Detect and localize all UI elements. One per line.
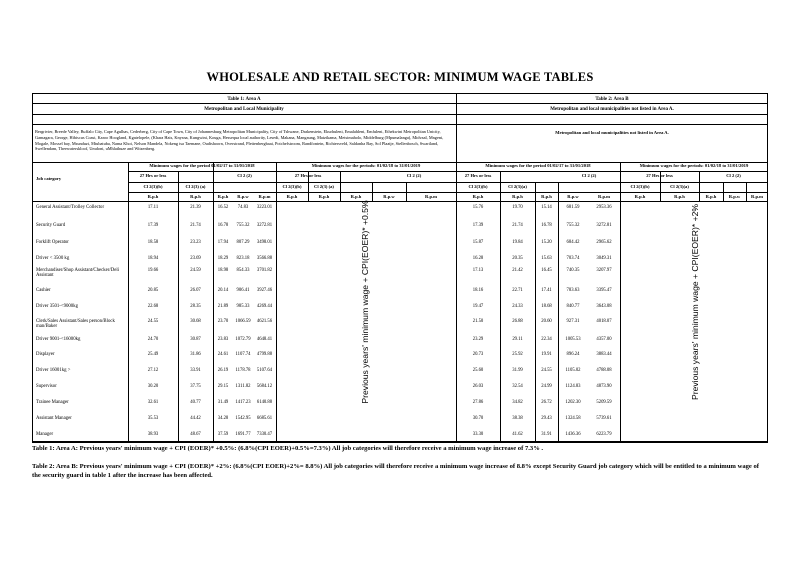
area-a-cell: 1107.74 xyxy=(235,352,251,357)
area-a-cell: 854.33 xyxy=(236,268,250,273)
area-b-cell: 19.70 xyxy=(512,205,523,210)
area-b-period1: Minimum wages for the period 01/02/17 to 31/01/2018 xyxy=(485,163,591,168)
cl22-header: Cl 2 (2) xyxy=(237,173,252,178)
unit-rph: R.p.h xyxy=(318,194,330,199)
area-b-cell: 3395.47 xyxy=(596,288,612,293)
unit-rph: R.p.h xyxy=(512,194,523,199)
area-a-cell: 48.67 xyxy=(190,432,201,437)
area-b-subcaption: Metropolitan and local municipalities not listed in Area A. xyxy=(550,107,674,112)
col-rule xyxy=(620,162,621,442)
area-a-cell: 1066.59 xyxy=(235,319,251,324)
area-a-cell: 985.33 xyxy=(236,304,250,309)
area-a-cell: 35.53 xyxy=(147,416,159,421)
area-a-cell: 1417.23 xyxy=(235,400,251,405)
job-category-label: Driver < 3500 kg xyxy=(36,256,70,261)
unit-rph: R.p.h xyxy=(705,194,717,199)
job-category-label: Driver 3501-<9000kg xyxy=(36,304,79,309)
area-a-cell: 3701.82 xyxy=(256,268,273,273)
area-a-cell: 44.42 xyxy=(190,416,201,421)
area-a-cell: 5107.64 xyxy=(256,368,273,373)
unit-rph: R.p.h xyxy=(674,194,685,199)
area-a-cell: 6140.88 xyxy=(256,400,273,405)
area-b-cell: 4873.90 xyxy=(596,384,612,389)
area-b-cell: 740.35 xyxy=(566,268,580,273)
cl22-header: Cl 2 (2) xyxy=(581,173,597,178)
area-b-cell: 840.77 xyxy=(566,304,580,309)
area-a-cell: 26.19 xyxy=(217,368,229,373)
area-b-cell: 17.39 xyxy=(472,223,484,228)
area-b-cell: 38.38 xyxy=(512,416,523,421)
area-a-cell: 16.52 xyxy=(217,205,229,210)
area-b-cell: 19.91 xyxy=(541,352,552,357)
area-b-cell: 3643.08 xyxy=(596,304,612,309)
area-b-cell: 24.55 xyxy=(541,368,552,373)
area-b-cell: 4018.07 xyxy=(596,319,612,324)
area-b-cell: 783.63 xyxy=(566,288,580,293)
unit-rph: R.p.h xyxy=(147,194,159,199)
area-a-cell: 20.14 xyxy=(217,288,229,293)
area-b-cell: 896.24 xyxy=(566,352,580,357)
area-a-cell: 30.87 xyxy=(190,337,201,342)
area-b-cell: 1436.36 xyxy=(565,432,581,437)
area-b-period2: Minimum wages for the periods: 01/02/18 to 31/01/2019 xyxy=(639,163,749,168)
area-a-cell: 1542.95 xyxy=(235,416,251,421)
unit-rpw: R.p.w xyxy=(237,194,249,199)
unit-rpw: R.p.w xyxy=(728,194,741,199)
area-a-cell: 755.32 xyxy=(236,223,250,228)
area-a-cell: 24.61 xyxy=(217,352,229,357)
area-b-cell: 25.92 xyxy=(512,352,523,357)
area-b-cell: 15.20 xyxy=(541,240,552,245)
unit-rph: R.p.h xyxy=(190,194,201,199)
unit-rph: R.p.h xyxy=(350,194,362,199)
rule xyxy=(128,192,456,193)
area-a-cell: 4799.88 xyxy=(256,352,273,357)
area-a-cell: 17.11 xyxy=(147,205,159,210)
footnote-area-b: Table 2: Area B: Previous years' minimum wage + CPI (EOER)* +2%: (6.8%(CPI EOER)+2%= 8.8%) All job categories will therefore receive a minimum wage increase of 8.8% except Security Guard job category which will be entitled to a minimum wage of the security guard in table 1 after the increase has been affected. xyxy=(32,463,759,479)
area-b-cell: 24.33 xyxy=(512,304,523,309)
area-a-cell: 23.70 xyxy=(217,319,229,324)
area-b-cell: 2965.62 xyxy=(596,240,612,245)
area-a-period2: Minimum wages for the periods: 01/02/18 to 31/01/2019 xyxy=(311,163,421,168)
rule xyxy=(32,201,456,202)
area-b-caption: Table 2: Area B xyxy=(595,97,629,102)
rule xyxy=(32,124,768,125)
area-b-cell: 3272.81 xyxy=(596,223,612,228)
cl23a-header: Cl 2(3)(a) xyxy=(508,184,527,189)
area-b-cell: 24.99 xyxy=(541,384,552,389)
area-b-cell: 4788.08 xyxy=(596,368,612,373)
cl23b-header: Cl 2(3)(b) xyxy=(630,184,650,189)
rule xyxy=(456,201,768,202)
area-a-cell: 3272.81 xyxy=(256,223,273,228)
unit-rpm: R.p.m xyxy=(751,194,763,199)
area-b-cell: 681.59 xyxy=(566,205,580,210)
area-b-cell: 18.68 xyxy=(541,304,552,309)
area-b-cell: 20.35 xyxy=(512,256,523,261)
unit-rpw: R.p.w xyxy=(383,194,395,199)
area-b-cell: 22.34 xyxy=(541,337,552,342)
area-a-rotated-note: Previous years' minimum wage + CPI(EOER)* +0.5% xyxy=(360,200,370,404)
area-a-cell: 1072.79 xyxy=(235,337,251,342)
area-a-cell: 33.91 xyxy=(190,368,201,373)
area-a-cell: 23.69 xyxy=(190,256,201,261)
area-b-cell: 26.03 xyxy=(472,384,484,389)
area-a-cell: 23.83 xyxy=(217,337,229,342)
area-a-cell: 34.28 xyxy=(217,416,229,421)
hours-header: 27 Hrs or less xyxy=(464,173,492,178)
unit-rph: R.p.h xyxy=(634,194,646,199)
job-category-label: Driver 16001kg > xyxy=(36,368,71,373)
area-a-period1: Minimum wages for the period 01/02/17 to 31/01/2018 xyxy=(149,163,255,168)
hours-header: 27 Hrs or less xyxy=(646,173,673,178)
area-a-cell: 74.83 xyxy=(237,205,249,210)
area-b-cell: 21.50 xyxy=(472,319,484,324)
area-a-cell: 40.77 xyxy=(190,400,201,405)
rule xyxy=(128,182,456,183)
area-b-cell: 16.78 xyxy=(541,223,552,228)
area-a-cell: 807.29 xyxy=(236,240,250,245)
area-b-cell: 6223.79 xyxy=(596,432,612,437)
area-a-cell: 16.78 xyxy=(217,223,229,228)
area-b-cell: 15.87 xyxy=(472,240,484,245)
area-a-cell: 21.89 xyxy=(217,304,229,309)
area-b-cell: 17.41 xyxy=(541,288,552,293)
area-a-cell: 38.93 xyxy=(147,432,159,437)
area-b-cell: 3883.44 xyxy=(596,352,612,357)
area-b-cell: 27.86 xyxy=(472,400,484,405)
area-b-cell: 1005.53 xyxy=(565,337,581,342)
cl23b-header: Cl 2(3)(b) xyxy=(468,184,488,189)
area-b-cell: 15.14 xyxy=(541,205,552,210)
area-a-cell: 32.61 xyxy=(147,400,159,405)
area-b-cell: 21.74 xyxy=(512,223,523,228)
area-b-cell: 684.42 xyxy=(566,240,580,245)
area-a-cell: 5684.12 xyxy=(256,384,273,389)
cl23b-header: Cl 2(3)(b) xyxy=(282,184,302,189)
job-category-label: Forklift Operator xyxy=(36,240,69,245)
area-b-cell: 703.74 xyxy=(566,256,580,261)
unit-rpw: R.p.w xyxy=(567,194,579,199)
area-b-cell: 2953.36 xyxy=(596,205,612,210)
unit-rph: R.p.h xyxy=(217,194,229,199)
unit-rpm: R.p.m xyxy=(258,194,271,199)
area-b-rotated-note: Previous years' minimum wage + CPI(EOER)* +2% xyxy=(690,203,700,401)
area-a-cell: 823.18 xyxy=(236,256,250,261)
cl22-header: Cl 2 (2) xyxy=(726,173,741,178)
area-b-cell: 15.63 xyxy=(541,256,552,261)
area-a-cell: 20.85 xyxy=(147,288,159,293)
area-a-cell: 19.66 xyxy=(147,268,159,273)
area-b-cell: 31.91 xyxy=(541,432,552,437)
area-b-cell: 19.84 xyxy=(512,240,523,245)
area-a-cell: 7330.47 xyxy=(256,432,273,437)
area-a-cell: 37.75 xyxy=(190,384,201,389)
job-category-header: Job category xyxy=(36,176,62,181)
area-a-cell: 4648.41 xyxy=(256,337,273,342)
area-a-cell: 31.86 xyxy=(190,352,201,357)
area-b-cell: 3207.97 xyxy=(596,268,612,273)
hours-header: 27 Hrs or less xyxy=(294,173,322,178)
rule xyxy=(128,171,456,172)
area-a-cell: 18.29 xyxy=(217,256,229,261)
job-category-label: Driver 9001-<16000kg xyxy=(36,337,81,342)
rule xyxy=(32,114,768,115)
job-category-label: Security Guard xyxy=(36,223,66,228)
area-a-cell: 17.39 xyxy=(147,223,159,228)
area-a-cell: 25.49 xyxy=(147,352,159,357)
area-a-caption: Table 1: Area A xyxy=(227,97,261,102)
rule xyxy=(456,182,768,183)
area-a-municipalities: Bergrivier, Breede Valley, Buffalo City, Cape Agulhas, Cederberg, City of Cape Town, City of Johannesburg Metropolitan Municipality, City of Tshwane, Drakenstein, Ekurhuleni, Emalahleni, Emfuleni, Ethekwini Metropolitan Unicity, Gamagara, George, Hibiscus Coast, Karoo Hoogland, Kgatelopele, (Khara Hais, Knysna, Kungwini, Kouga, Hessequa local authority, Lesedi, Makana, Mangaung, Matzikama, Metsimaholo, Middelburg (Mpumalanga), Midvaal, Mngeni, Mogale, Mossel bay, Msunduzi, Mtubatuba, Nama Khoi, Nelson Mandela, Nokeng tsa Taemane, Oudtshoorn, Overstrand, Plettenbergbaai, Potchefstroom, Randfontein, Richtersveld, Saldanha Bay, Sol Plaatje, Stellenbosch, Swartland, Swellendam, Theewaterskloof, Umdoni, uMhlathuze and Witzenberg. xyxy=(35,129,444,152)
area-b-cell: 755.32 xyxy=(566,223,580,228)
area-a-cell: 1691.77 xyxy=(235,432,251,437)
area-b-cell: 1324.58 xyxy=(565,416,581,421)
area-a-cell: 21.74 xyxy=(190,223,201,228)
area-b-cell: 26.88 xyxy=(512,319,523,324)
job-category-label: Supervisor xyxy=(36,384,57,389)
area-b-cell: 29.11 xyxy=(512,337,523,342)
area-a-cell: 29.15 xyxy=(217,384,229,389)
area-a-cell: 24.59 xyxy=(190,268,201,273)
cl23b-header: Cl 2(3)(b) xyxy=(143,184,163,189)
rule xyxy=(456,171,768,172)
unit-rph: R.p.h xyxy=(286,194,298,199)
area-b-cell: 5209.59 xyxy=(596,400,612,405)
area-a-cell: 24.55 xyxy=(147,319,159,324)
area-b-cell: 1202.30 xyxy=(565,400,581,405)
job-category-label: Assistant Manager xyxy=(36,416,72,421)
cl22-header: Cl 2 (2) xyxy=(406,173,422,178)
rule xyxy=(32,442,768,443)
area-b-cell: 15.76 xyxy=(472,205,484,210)
area-b-cell: 32.54 xyxy=(512,384,523,389)
rule xyxy=(32,103,768,104)
area-b-cell: 16.45 xyxy=(541,268,552,273)
area-a-cell: 18.58 xyxy=(147,240,159,245)
unit-rph: R.p.h xyxy=(472,194,484,199)
area-b-cell: 25.60 xyxy=(472,368,484,373)
page-title: WHOLESALE AND RETAIL SECTOR: MINIMUM WAGE TABLES xyxy=(206,70,594,84)
area-a-cell: 1311.82 xyxy=(235,384,251,389)
area-b-cell: 34.82 xyxy=(512,400,523,405)
area-a-cell: 37.59 xyxy=(217,432,229,437)
area-b-cell: 5739.61 xyxy=(596,416,612,421)
unit-rpm: R.p.m xyxy=(598,194,610,199)
area-b-cell: 927.31 xyxy=(566,319,580,324)
area-b-cell: 1105.02 xyxy=(565,368,581,373)
area-b-cell: 21.42 xyxy=(512,268,523,273)
area-b-municipalities: Metropolitan and local municipalities not listed in Area A. xyxy=(555,130,669,135)
area-a-cell: 30.20 xyxy=(147,384,159,389)
area-a-cell: 17.94 xyxy=(217,240,229,245)
area-b-cell: 30.70 xyxy=(472,416,484,421)
area-a-cell: 6685.61 xyxy=(256,416,273,421)
job-category-label: Manager xyxy=(36,432,54,437)
area-b-cell: 1124.83 xyxy=(565,384,581,389)
area-a-cell: 31.49 xyxy=(217,400,229,405)
area-a-subcaption: Metropolitan and Local Municipality xyxy=(204,107,284,112)
area-a-cell: 27.12 xyxy=(147,368,159,373)
area-a-cell: 24.70 xyxy=(147,337,159,342)
area-b-cell: 18.16 xyxy=(472,288,484,293)
area-a-cell: 4269.44 xyxy=(256,304,273,309)
area-b-cell: 4357.00 xyxy=(596,337,612,342)
area-b-cell: 16.28 xyxy=(472,256,484,261)
area-a-cell: 18.98 xyxy=(217,268,229,273)
area-a-cell: 26.07 xyxy=(190,288,201,293)
col-rule xyxy=(276,162,277,442)
area-b-cell: 20.73 xyxy=(472,352,484,357)
area-b-cell: 22.71 xyxy=(512,288,523,293)
unit-rph: R.p.h xyxy=(541,194,552,199)
footnote-area-a: Table 1: Area A: Previous years' minimum wage + CPI (EOER)* +0.5%: (6.8%(CPI EOER)+0.5%=7.3%) All job categories will therefore receive a minimum wage increase of 7.3% . xyxy=(32,445,544,452)
area-b-cell: 29.43 xyxy=(541,416,552,421)
area-a-cell: 21.39 xyxy=(190,205,201,210)
job-category-label: Cashier xyxy=(36,288,51,293)
job-category-label: Clerk/Sales Assistant/Sales person/Block man/Baker xyxy=(36,319,115,330)
rule xyxy=(456,192,768,193)
cl23a-header: Cl 2(3) (a) xyxy=(314,184,334,189)
area-b-cell: 41.62 xyxy=(512,432,523,437)
area-b-cell: 23.29 xyxy=(472,337,484,342)
cl23a-header: Cl 2(3) (a) xyxy=(185,184,206,189)
area-a-cell: 1178.78 xyxy=(235,368,251,373)
area-a-cell: 18.94 xyxy=(147,256,159,261)
area-b-cell: 20.60 xyxy=(541,319,552,324)
area-b-cell: 3049.31 xyxy=(596,256,612,261)
area-a-cell: 906.41 xyxy=(236,288,250,293)
hours-header: 27 Hrs or less xyxy=(139,173,167,178)
area-a-cell: 23.23 xyxy=(190,240,201,245)
cl23a-header: Cl 2(3)(a) xyxy=(670,184,689,189)
area-a-cell: 4621.56 xyxy=(256,319,273,324)
area-a-cell: 22.68 xyxy=(147,304,159,309)
job-category-label: Trainee Manager xyxy=(36,400,69,405)
area-b-cell: 33.30 xyxy=(472,432,484,437)
area-a-cell: 3927.46 xyxy=(256,288,273,293)
area-b-cell: 26.72 xyxy=(541,400,552,405)
area-b-cell: 17.13 xyxy=(472,268,484,273)
job-category-label: Merchandiser/Shop Assistant/Checker/Deli Assistant xyxy=(36,268,119,279)
area-b-cell: 19.47 xyxy=(472,304,484,309)
job-category-label: General Assistant/Trolley Collector xyxy=(36,205,105,210)
unit-rpm: R.p.m xyxy=(425,194,437,199)
area-a-cell: 3498.01 xyxy=(256,240,273,245)
area-b-cell: 31.99 xyxy=(512,368,523,373)
area-a-cell: 28.35 xyxy=(190,304,201,309)
area-a-cell: 3223.01 xyxy=(256,205,273,210)
job-category-label: Displayer xyxy=(36,352,55,357)
area-a-cell: 3566.88 xyxy=(256,256,273,261)
area-a-cell: 30.68 xyxy=(190,319,201,324)
